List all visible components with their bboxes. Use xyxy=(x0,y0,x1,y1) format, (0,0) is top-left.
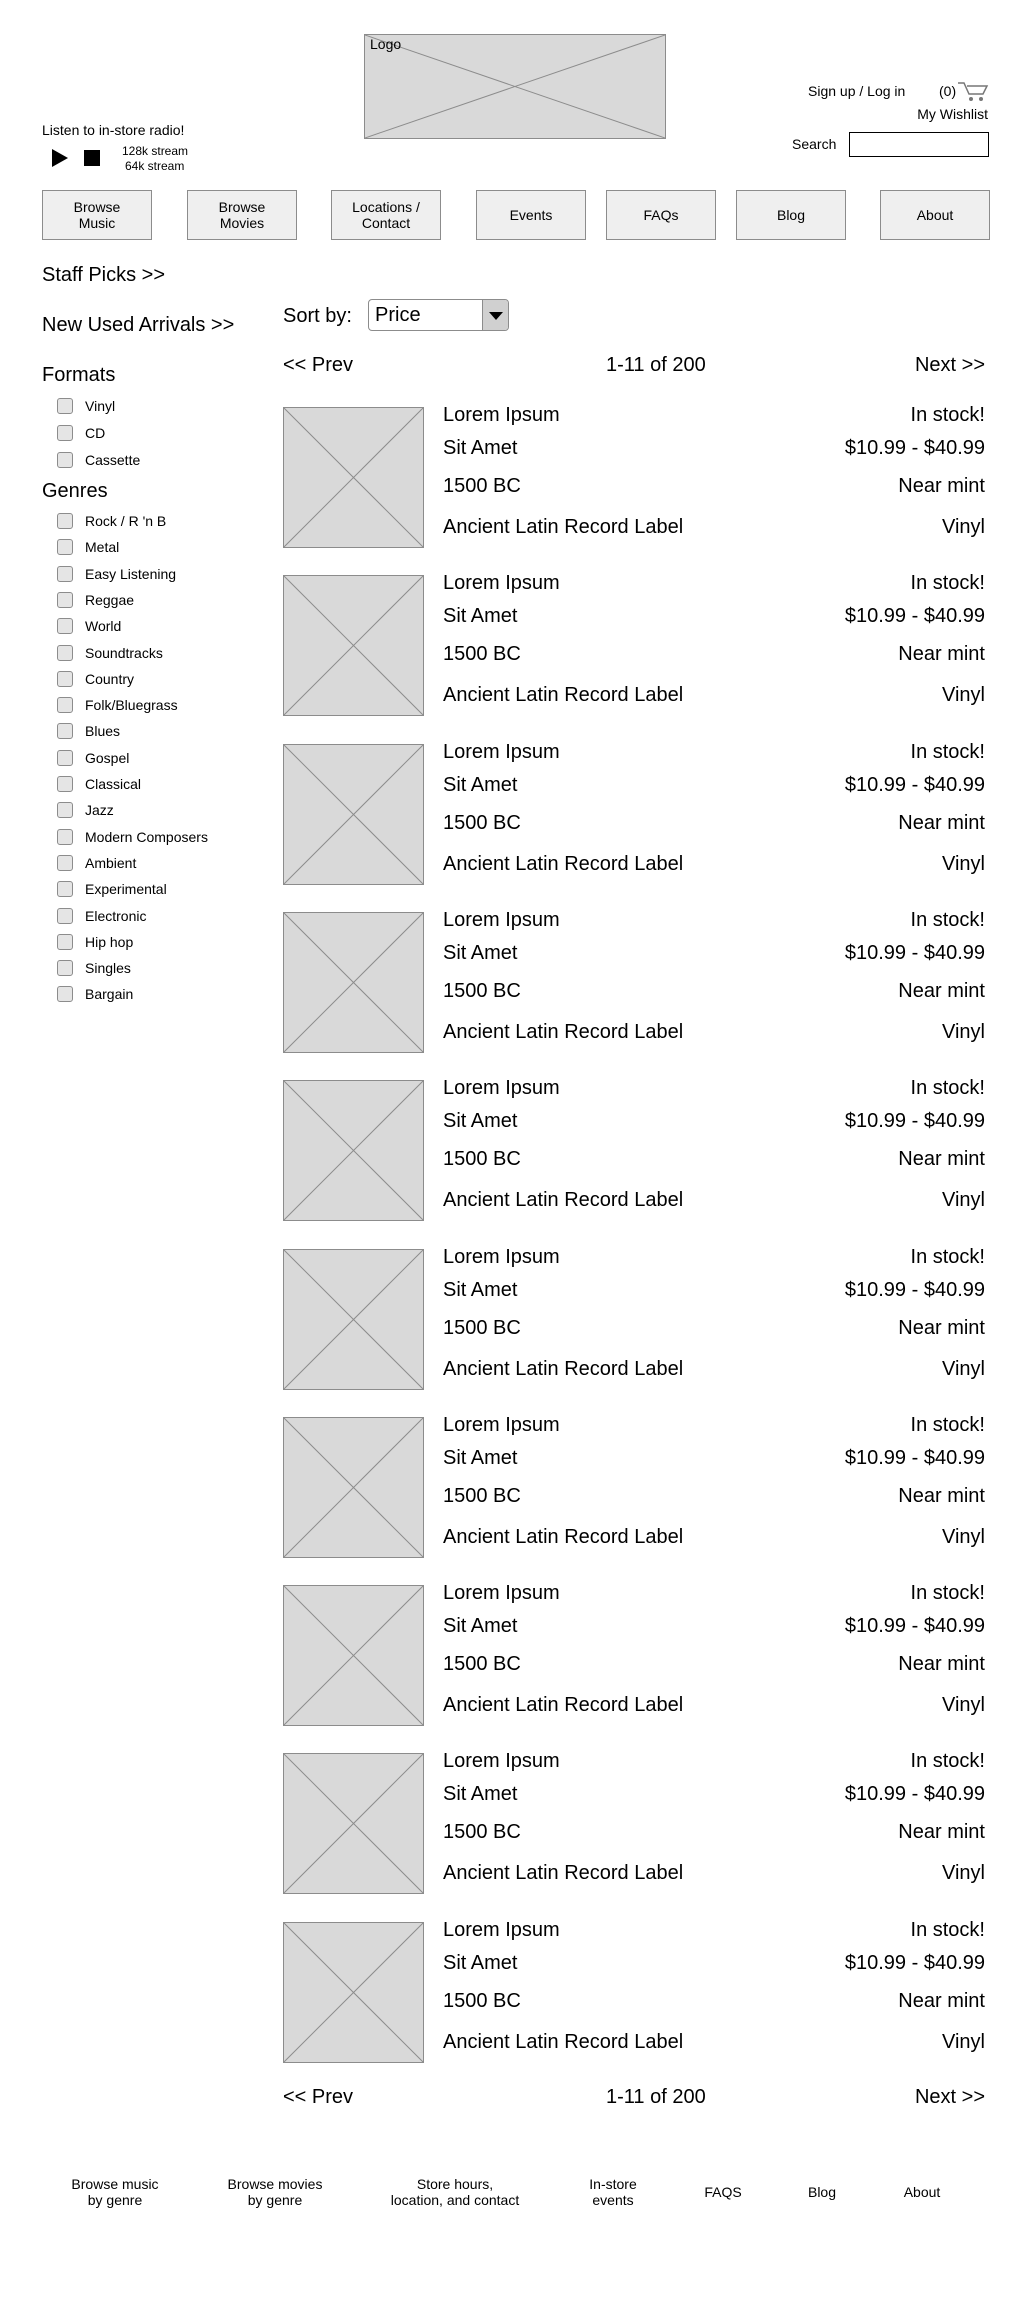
genre-checkbox[interactable] xyxy=(57,984,133,1004)
new-used-arrivals-link[interactable]: New Used Arrivals >> xyxy=(42,314,235,336)
item-format: Vinyl xyxy=(942,1020,985,1043)
item-format: Vinyl xyxy=(942,852,985,875)
item-price: $10.99 - $40.99 xyxy=(844,1615,985,1638)
cart-icon[interactable] xyxy=(957,80,989,102)
checkbox[interactable] xyxy=(57,881,73,897)
placeholder-cross-icon xyxy=(365,35,665,138)
page-range: 1-11 of 200 xyxy=(606,2086,706,2108)
checkbox[interactable] xyxy=(57,934,73,950)
footer-about-link[interactable]: About xyxy=(903,2184,941,2200)
product-item[interactable] xyxy=(283,1414,985,1556)
item-title[interactable]: Lorem Ipsum xyxy=(443,1918,560,1941)
checkbox-label: Metal xyxy=(85,539,120,556)
item-price: $10.99 - $40.99 xyxy=(844,1783,985,1806)
item-stock-status: In stock! xyxy=(910,404,985,426)
checkbox-label: Gospel xyxy=(85,749,130,766)
genre-checkbox[interactable] xyxy=(57,616,121,636)
checkbox[interactable] xyxy=(57,908,73,924)
genre-checkbox[interactable] xyxy=(57,879,167,899)
genre-checkbox[interactable] xyxy=(57,932,133,952)
item-title[interactable]: Lorem Ipsum xyxy=(443,1750,560,1773)
item-title[interactable]: Lorem Ipsum xyxy=(443,572,560,595)
item-year: 1500 BC xyxy=(443,979,521,1002)
item-year: 1500 BC xyxy=(443,1148,521,1171)
checkbox[interactable] xyxy=(57,425,73,441)
item-title[interactable]: Lorem Ipsum xyxy=(443,1413,560,1436)
item-condition: Near mint xyxy=(898,1484,985,1507)
item-stock-status: In stock! xyxy=(910,572,985,595)
play-icon[interactable] xyxy=(52,149,68,167)
item-stock-status: In stock! xyxy=(910,1582,985,1605)
genre-checkbox[interactable] xyxy=(57,748,129,768)
nav-faqs-button[interactable]: FAQs xyxy=(606,190,716,240)
checkbox-label: Electronic xyxy=(85,907,147,924)
genres-heading: Genres xyxy=(42,480,108,502)
item-record-label: Ancient Latin Record Label xyxy=(443,684,684,707)
item-artist: Sit Amet xyxy=(443,773,518,796)
item-record-label: Ancient Latin Record Label xyxy=(443,852,684,875)
item-stock-status: In stock! xyxy=(910,1750,985,1773)
item-stock-status: In stock! xyxy=(910,1413,985,1436)
checkbox[interactable] xyxy=(57,986,73,1002)
item-price: $10.99 - $40.99 xyxy=(844,437,985,459)
item-stock-status: In stock! xyxy=(910,1077,985,1100)
checkbox[interactable] xyxy=(57,398,73,414)
product-item[interactable] xyxy=(283,1246,985,1388)
prev-page-link[interactable]: << Prev xyxy=(283,2086,354,2108)
checkbox-label: Singles xyxy=(85,960,131,977)
genre-checkbox[interactable] xyxy=(57,537,119,557)
checkbox[interactable] xyxy=(57,960,73,976)
item-title[interactable]: Lorem Ipsum xyxy=(443,404,560,426)
item-format: Vinyl xyxy=(942,1189,985,1212)
checkbox-label: Modern Composers xyxy=(85,828,208,845)
item-year: 1500 BC xyxy=(443,1653,521,1676)
item-title[interactable]: Lorem Ipsum xyxy=(443,1582,560,1605)
item-record-label: Ancient Latin Record Label xyxy=(443,1694,684,1717)
checkbox-label: Country xyxy=(85,670,135,687)
search-label: Search xyxy=(792,136,837,152)
checkbox-label: Ambient xyxy=(85,854,137,871)
checkbox-label: Bargain xyxy=(85,986,134,1003)
item-year: 1500 BC xyxy=(443,811,521,834)
stream-low-link[interactable]: 64k stream xyxy=(125,159,185,173)
footer-blog-link[interactable]: Blog xyxy=(807,2184,837,2200)
checkbox-label: Reggae xyxy=(85,591,135,608)
logo-label: Logo xyxy=(370,36,402,52)
format-checkbox-cassette[interactable] xyxy=(57,450,140,470)
stream-high-link[interactable]: 128k stream xyxy=(122,144,189,158)
item-stock-status: In stock! xyxy=(910,1245,985,1268)
album-cover-placeholder[interactable] xyxy=(283,1080,424,1221)
item-condition: Near mint xyxy=(898,979,985,1002)
checkbox-label: Rock / R 'n B xyxy=(85,513,167,529)
item-format: Vinyl xyxy=(942,684,985,707)
item-year: 1500 BC xyxy=(443,1821,521,1844)
item-condition: Near mint xyxy=(898,1821,985,1844)
checkbox[interactable] xyxy=(57,829,73,845)
item-price: $10.99 - $40.99 xyxy=(844,605,985,628)
nav-events-button[interactable]: Events xyxy=(476,190,586,240)
product-item[interactable] xyxy=(283,741,985,883)
placeholder-cross-icon xyxy=(284,913,423,1052)
cart-count: (0) xyxy=(939,83,957,99)
sort-select[interactable] xyxy=(368,299,509,331)
footer-browse-movies-link[interactable]: Browse movies by genre xyxy=(227,2176,323,2208)
product-item[interactable] xyxy=(283,1582,985,1724)
checkbox[interactable] xyxy=(57,539,73,555)
genre-checkbox[interactable] xyxy=(57,590,134,610)
item-price: $10.99 - $40.99 xyxy=(844,1110,985,1133)
item-artist: Sit Amet xyxy=(443,1783,518,1806)
album-cover-placeholder[interactable] xyxy=(283,1249,424,1390)
product-item[interactable] xyxy=(283,909,985,1051)
item-record-label: Ancient Latin Record Label xyxy=(443,1357,684,1380)
item-format: Vinyl xyxy=(942,2030,985,2053)
checkbox[interactable] xyxy=(57,776,73,792)
checkbox[interactable] xyxy=(57,452,73,468)
nav-about-button[interactable]: About xyxy=(880,190,990,240)
next-page-link[interactable]: Next >> xyxy=(914,2086,985,2108)
checkbox-label: Jazz xyxy=(85,802,114,819)
item-record-label: Ancient Latin Record Label xyxy=(443,2030,684,2053)
placeholder-cross-icon xyxy=(284,1586,423,1725)
product-item[interactable] xyxy=(283,1750,985,1892)
formats-heading: Formats xyxy=(42,364,116,386)
placeholder-cross-icon xyxy=(284,408,423,547)
item-price: $10.99 - $40.99 xyxy=(844,941,985,964)
checkbox[interactable] xyxy=(57,802,73,818)
prev-page-link[interactable]: << Prev xyxy=(283,354,354,376)
item-year: 1500 BC xyxy=(443,1484,521,1507)
product-item[interactable] xyxy=(283,1919,985,2061)
genre-checkbox[interactable] xyxy=(57,721,120,741)
page-range: 1-11 of 200 xyxy=(606,354,706,376)
item-title[interactable]: Lorem Ipsum xyxy=(443,740,560,763)
genre-checkbox[interactable] xyxy=(57,695,178,715)
item-condition: Near mint xyxy=(898,475,985,497)
item-format: Vinyl xyxy=(942,1694,985,1717)
item-stock-status: In stock! xyxy=(910,908,985,931)
placeholder-cross-icon xyxy=(284,1754,423,1893)
format-checkbox-vinyl[interactable] xyxy=(57,396,115,416)
genre-checkbox[interactable] xyxy=(57,853,136,873)
item-year: 1500 BC xyxy=(443,643,521,666)
checkbox-label: Folk/Bluegrass xyxy=(85,697,178,714)
item-record-label: Ancient Latin Record Label xyxy=(443,1189,684,1212)
item-format: Vinyl xyxy=(942,1862,985,1885)
checkbox-label: Classical xyxy=(85,776,142,792)
footer-store-hours-link[interactable]: Store hours, location, and contact xyxy=(390,2176,520,2208)
item-year: 1500 BC xyxy=(443,1989,521,2012)
item-artist: Sit Amet xyxy=(443,1615,518,1638)
item-condition: Near mint xyxy=(898,1653,985,1676)
nav-browse-music-button[interactable]: Browse Music xyxy=(42,190,152,240)
album-cover-placeholder[interactable] xyxy=(283,912,424,1053)
item-condition: Near mint xyxy=(898,1989,985,2012)
item-format: Vinyl xyxy=(942,516,985,538)
checkbox[interactable] xyxy=(57,697,73,713)
item-price: $10.99 - $40.99 xyxy=(844,1446,985,1469)
checkbox-label: Soundtracks xyxy=(85,644,163,661)
item-title[interactable]: Lorem Ipsum xyxy=(443,1245,560,1268)
album-cover-placeholder[interactable] xyxy=(283,407,424,548)
genre-checkbox[interactable] xyxy=(57,564,176,584)
checkbox[interactable] xyxy=(57,513,73,529)
checkbox[interactable] xyxy=(57,566,73,582)
album-cover-placeholder[interactable] xyxy=(283,1417,424,1558)
item-record-label: Ancient Latin Record Label xyxy=(443,516,684,538)
genre-checkbox[interactable] xyxy=(57,643,163,663)
album-cover-placeholder[interactable] xyxy=(283,744,424,885)
checkbox-label: Experimental xyxy=(85,881,167,898)
sort-selected-value: Price xyxy=(375,304,421,326)
item-condition: Near mint xyxy=(898,643,985,666)
item-artist: Sit Amet xyxy=(443,437,518,459)
item-format: Vinyl xyxy=(942,1357,985,1380)
placeholder-cross-icon xyxy=(284,1250,423,1389)
nav-blog-button[interactable]: Blog xyxy=(736,190,846,240)
item-stock-status: In stock! xyxy=(910,1918,985,1941)
genre-checkbox[interactable] xyxy=(57,511,166,531)
item-price: $10.99 - $40.99 xyxy=(844,1951,985,1974)
checkbox[interactable] xyxy=(57,671,73,687)
genre-checkbox[interactable] xyxy=(57,906,146,926)
triangle-down-icon[interactable] xyxy=(482,300,508,330)
placeholder-cross-icon xyxy=(284,1418,423,1557)
checkbox-label: World xyxy=(85,618,122,635)
item-artist: Sit Amet xyxy=(443,605,518,628)
placeholder-cross-icon xyxy=(284,1923,423,2062)
sort-label: Sort by: xyxy=(283,305,352,327)
album-cover-placeholder[interactable] xyxy=(283,1753,424,1894)
item-artist: Sit Amet xyxy=(443,941,518,964)
logo-placeholder[interactable] xyxy=(364,34,666,139)
pagination-bottom xyxy=(283,2086,985,2112)
album-cover-placeholder[interactable] xyxy=(283,1585,424,1726)
genre-checkbox[interactable] xyxy=(57,774,141,794)
item-record-label: Ancient Latin Record Label xyxy=(443,1020,684,1043)
auth-link[interactable]: Sign up / Log in xyxy=(808,83,906,99)
footer-browse-music-link[interactable]: Browse music by genre xyxy=(71,2176,159,2208)
item-artist: Sit Amet xyxy=(443,1446,518,1469)
item-artist: Sit Amet xyxy=(443,1278,518,1301)
placeholder-cross-icon xyxy=(284,1081,423,1220)
footer-faqs-link[interactable]: FAQS xyxy=(704,2184,742,2200)
checkbox-label: Hip hop xyxy=(85,933,134,950)
product-item[interactable] xyxy=(283,404,985,546)
checkbox-label: CD xyxy=(85,425,106,441)
genre-checkbox[interactable] xyxy=(57,827,208,847)
item-record-label: Ancient Latin Record Label xyxy=(443,1862,684,1885)
genre-checkbox[interactable] xyxy=(57,669,134,689)
item-record-label: Ancient Latin Record Label xyxy=(443,1525,684,1548)
nav-browse-movies-button[interactable]: Browse Movies xyxy=(187,190,297,240)
checkbox-label: Cassette xyxy=(85,452,141,468)
checkbox[interactable] xyxy=(57,645,73,661)
item-artist: Sit Amet xyxy=(443,1110,518,1133)
pagination-top xyxy=(283,354,985,380)
item-year: 1500 BC xyxy=(443,475,521,497)
format-checkbox-cd[interactable] xyxy=(57,423,105,443)
checkbox-label: Easy Listening xyxy=(85,565,177,582)
placeholder-cross-icon xyxy=(284,745,423,884)
checkbox[interactable] xyxy=(57,618,73,634)
item-format: Vinyl xyxy=(942,1525,985,1548)
item-year: 1500 BC xyxy=(443,1316,521,1339)
item-price: $10.99 - $40.99 xyxy=(844,1278,985,1301)
checkbox[interactable] xyxy=(57,723,73,739)
item-title[interactable]: Lorem Ipsum xyxy=(443,1077,560,1100)
checkbox[interactable] xyxy=(57,750,73,766)
next-page-link[interactable]: Next >> xyxy=(914,354,985,376)
checkbox[interactable] xyxy=(57,855,73,871)
checkbox[interactable] xyxy=(57,592,73,608)
item-title[interactable]: Lorem Ipsum xyxy=(443,908,560,931)
album-cover-placeholder[interactable] xyxy=(283,575,424,716)
item-condition: Near mint xyxy=(898,1316,985,1339)
placeholder-cross-icon xyxy=(284,576,423,715)
stop-icon[interactable] xyxy=(84,150,100,166)
footer-events-link[interactable]: In-store events xyxy=(589,2176,637,2208)
product-item[interactable] xyxy=(283,572,985,714)
checkbox-label: Vinyl xyxy=(85,398,116,414)
item-condition: Near mint xyxy=(898,811,985,834)
album-cover-placeholder[interactable] xyxy=(283,1922,424,2063)
search-input[interactable] xyxy=(849,132,989,157)
product-item[interactable] xyxy=(283,1077,985,1219)
nav-locations-contact-button[interactable]: Locations / Contact xyxy=(331,190,441,240)
item-stock-status: In stock! xyxy=(910,740,985,763)
genre-checkbox[interactable] xyxy=(57,800,114,820)
item-condition: Near mint xyxy=(898,1148,985,1171)
checkbox-label: Blues xyxy=(85,723,121,740)
genre-checkbox[interactable] xyxy=(57,958,131,978)
radio-label: Listen to in-store radio! xyxy=(42,122,185,138)
item-artist: Sit Amet xyxy=(443,1951,518,1974)
staff-picks-link[interactable]: Staff Picks >> xyxy=(42,264,166,286)
item-price: $10.99 - $40.99 xyxy=(844,773,985,796)
wishlist-link[interactable]: My Wishlist xyxy=(917,106,988,122)
